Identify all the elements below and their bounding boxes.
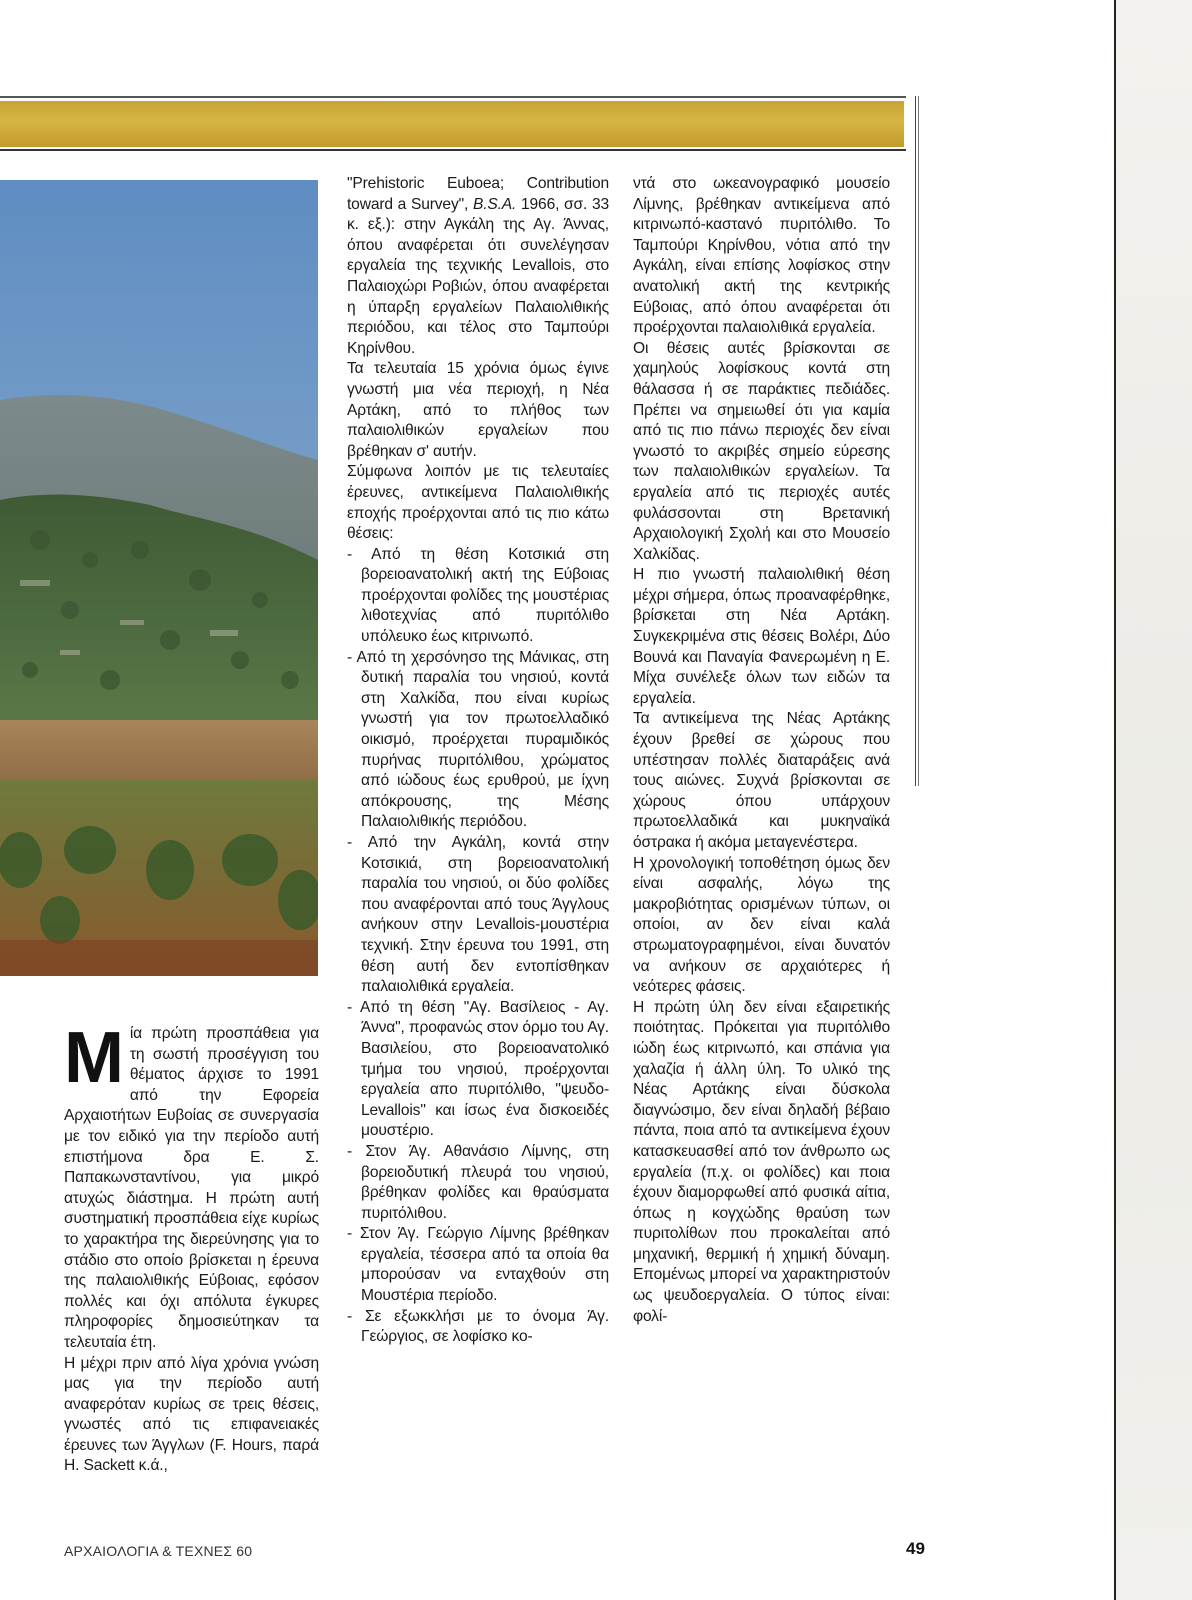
top-rule <box>0 96 906 98</box>
column-1 <box>64 1018 319 1477</box>
adjacent-page-edge <box>1116 0 1192 1600</box>
journal-abbreviation: B.S.A. <box>472 195 517 213</box>
paragraph: Οι θέσεις αυτές βρίσκονται σε χαμηλούς λοφίσκους κοντά στη θάλασσα ή σε παράκτιες πεδιάδες. Πρέπει να σημειωθεί ότι για καμία από τις πιο πάνω περιοχές δεν είναι γνωστό το ακριβές σημείο εύρεσης των παλαιολιθικών εργαλείων. Τα εργαλεία από τις περιοχές αυτές φυλάσσονται στη Βρετανική Αρχαιολογική Σχολή και στο Μουσείο Χαλκίδας. <box>633 339 890 563</box>
page-number: 49 <box>906 1539 925 1558</box>
paragraph: Σύμφωνα λοιπόν με τις τελευταίες έρευνες, αντικείμενα Παλαιολιθικής εποχής προέρχονται από τις πιο κάτω θέσεις: <box>347 463 609 543</box>
landscape-photo <box>0 180 318 976</box>
header-rule <box>0 149 906 151</box>
drop-cap: Μ <box>64 1018 124 1098</box>
running-footer: ΑΡΧΑΙΟΛΟΓΙΑ & ΤΕΧΝΕΣ 60 <box>64 1543 253 1559</box>
intro-paragraph <box>64 1018 319 1354</box>
paragraph-text: 1966, σσ. 33 κ. εξ.): στην Αγκάλη της Αγ. Άννας, όπου αναφέρεται ότι συνελέγησαν εργαλεία της τεχνικής Levallois, στο Παλαιοχώρι Ροβιών, όπου αναφέρεται η ύπαρξη εργαλείων Παλαιολιθικής περιόδου, και τέλος στο Ταμπούρι Κηρίνθου. <box>347 195 609 357</box>
list-item: - Σε εξωκκλήσι με το όνομα Άγ. Γεώργιος, σε λοφίσκο κο- <box>347 1307 609 1346</box>
list-item: - Στον Άγ. Αθανάσιο Λίμνης, στη βορειοδυτική πλευρά του νησιού, βρέθηκαν φολίδες και θραύσματα πυριτόλιθου. <box>347 1142 609 1222</box>
margin-rule-inner <box>918 96 919 786</box>
paragraph: Τα τελευταία 15 χρόνια όμως έγινε γνωστή μια νέα περιοχή, η Νέα Αρτάκη, από το πλήθος των παλαιολιθικών εργαλείων που βρέθηκαν σ' αυτήν. <box>347 360 609 460</box>
header-band <box>0 101 904 147</box>
margin-rule <box>915 96 916 786</box>
paragraph-text: "Prehistoric Euboea; Contribution toward a Survey", <box>347 175 609 213</box>
paragraph: Η χρονολογική τοποθέτηση όμως δεν είναι ασφαλής, λόγω της μακροβιότητας ορισμένων τύπων, οι οποίοι, αν δεν είναι καλά στρωματογραφημένοι, είναι δυνατόν να ανήκουν σε αρχαιότερες ή νεότερες φάσεις. <box>633 854 890 996</box>
list-item: - Από την Αγκάλη, κοντά στην Κοτσικιά, στη βορειοανατολική παραλία του νησιού, οι δύο φολίδες που αναφέρονται από τους Άγγλους ανήκουν στην Levallois-μουστέρια τεχνική. Στην έρευνα του 1991, στη θέση αυτή δεν εντοπίσθηκαν παλαιολιθικά εργαλεία. <box>347 834 609 996</box>
list-item: - Από τη θέση Κοτσικιά στη βορειοανατολική ακτή της Εύβοιας προέρχονται φολίδες της μουστέριας λιθοτεχνίας από πυριτόλιθο υπόλευκο έως κιτρινωπό. <box>347 545 609 646</box>
paragraph <box>347 174 609 359</box>
paragraph: ντά στο ωκεανογραφικό μουσείο Λίμνης, βρέθηκαν αντικείμενα από κιτρινωπό-κασταvό πυριτόλιθο. Το Ταμπούρι Κηρίνθου, νότια από την Αγκάλη, είναι επίσης λοφίσκος στην ανατολική ακτή της κεντρικής Εύβοιας, από όπου αναφέρεται ότι προέρχονται παλαιολιθικά εργαλεία. <box>633 175 890 337</box>
paragraph: Η πιο γνωστή παλαιολιθική θέση μέχρι σήμερα, όπως προαναφέρθηκε, βρίσκεται στη Νέα Αρτάκη. Συγκεκριμένα στις θέσεις Βολέρι, Δύο Βουνά και Παναγία Φανερωμένη η Ε. Μίχα συνέλεξε όλων των ειδών τα εργαλεία. <box>633 566 890 707</box>
paragraph: Τα αντικείμενα της Νέας Αρτάκης έχουν βρεθεί σε χώρους που υπέστησαν πολλές διαταράξεις ανά τους αιώνες. Συχνά βρίσκονται σε χώρους όπου υπάρχουν πρωτοελλαδικά και μυκηναϊκά όστρακα ή ακόμα μεταγενέστερα. <box>633 710 890 851</box>
list-item: - Από τη χερσόνησο της Μάνικας, στη δυτική παραλία του νησιού, κοντά στη Χαλκίδα, που είναι κυρίως γνωστή για τον πρωτοελλαδικό οικισμό, προέρχεται πυραμιδικός πυρήνας πυριτόλιθου, χρώματος από ιώδους έως ερυθρού, με ίχνη απόκρουσης, της Μέσης Παλαιολιθικής περιόδου. <box>347 648 609 831</box>
paragraph: Η πρώτη ύλη δεν είναι εξαιρετικής ποιότητας. Πρόκειται για πυριτόλιθο ιώδη έως κιτρινωπό, και σπάνια για χαλαζία ή άλλη ύλη. Το υλικό της Νέας Αρτάκης είναι δύσκολα διαγνώσιμο, δεν είναι δηλαδή βέβαιο πάντα, ποια από τα αντικείμενα έχουν κατασκευασθεί από τον άνθρωπο ως εργαλεία (π.χ. οι φολίδες) και ποια έχουν διαμορφωθεί από φυσικά αίτια, όπως η κογχώδης θραύση των πυριτολίθων που προκαλείται από μηχανική, θερμική ή χημική δύναμη. Επομένως μπορεί να χαρακτηριστούν ως ψευδοεργαλεία. Ο τύπος είναι: φολί- <box>633 998 890 1325</box>
column-2 <box>347 174 609 1348</box>
paragraph: Η μέχρι πριν από λίγα χρόνια γνώση μας για την περίοδο αυτή αναφερόταν κυρίως σε τρεις θέσεις, γνωστές από τις επιφανειακές έρευνες των Άγγλων (F. Hours, παρά H. Sackett κ.ά., <box>64 1354 319 1475</box>
paragraph-text: ία πρώτη προσπάθεια για τη σωστή προσέγγιση του θέματος άρχισε το 1991 από την Εφορεία Αρχαιοτήτων Ευβοίας σε συνεργασία με τον ειδικό για την περίοδο αυτή επιστήμονα δρα Ε. Σ. Παπακωνσταντίνου, για μικρό ατυχώς διάστημα. Η πρώτη αυτή συστηματική προσπάθεια είχε κυρίως το χαρακτήρα της διερεύνησης για το στάδιο στο οποίο βρίσκεται η έρευνα της παλαιολιθικής Εύβοιας, εφόσον πολλές και όχι απόλυτα έγκυρες πληροφορίες δημοσιεύτηκαν τα τελευταία έτη. <box>64 1025 319 1351</box>
list-item: - Από τη θέση "Αγ. Βασίλειος - Αγ. Άννα", προφανώς στον όρμο του Αγ. Βασιλείου, στο βορειοανατολικό τμήμα του νησιού, προέρχονται εργαλεία απο πυριτόλιθο, "ψευδο-Levallois" και ίσως ένα δισκοειδές μουστέριο. <box>347 998 609 1140</box>
column-3 <box>633 174 890 1327</box>
list-item: - Στον Άγ. Γεώργιο Λίμνης βρέθηκαν εργαλεία, τέσσερα από τα οποία θα μπορούσαν να ενταχθούν στη Μουστέρια περίοδο. <box>347 1225 609 1305</box>
